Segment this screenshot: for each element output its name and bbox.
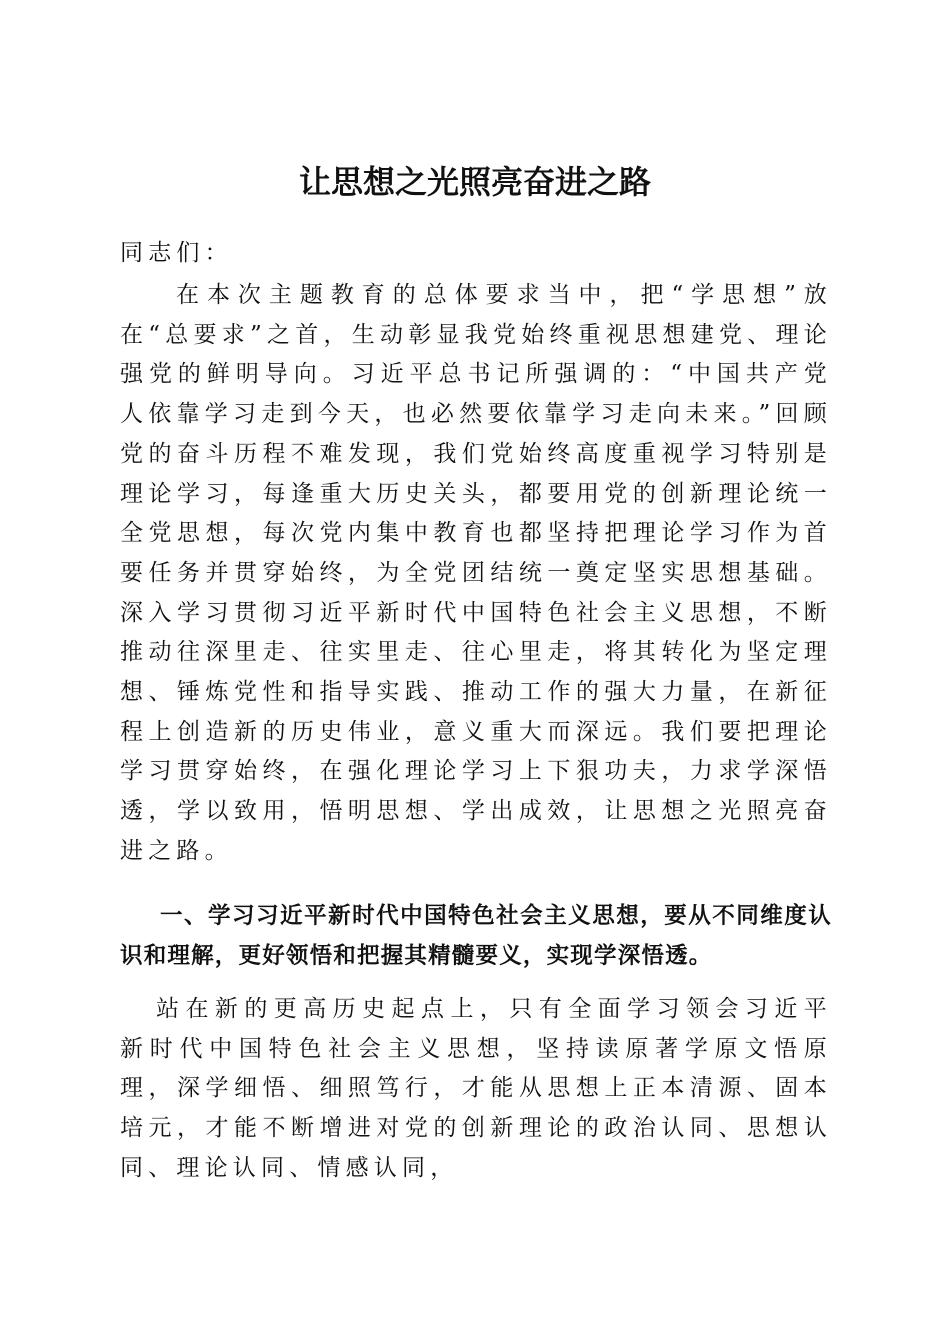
paragraph-intro: 在本次主题教育的总体要求当中，把“学思想”放在“总要求”之首，生动彰显我党始终重视思想建党、理论强党的鲜明导向。习近平总书记所强调的：“中国共产党人依靠学习走到今天，也必然要依靠学习走向未来。”回顾党的奋斗历程不难发现，我们党始终高度重视学习特别是理论学习，每逢重大历史关头，都要用党的创新理论统一全党思想，每次党内集中教育也都坚持把理论学习作为首要任务并贯穿始终，为全党团结统一奠定坚实思想基础。深入学习贯彻习近平新时代中国特色社会主义思想，不断推动往深里走、往实里走、往心里走，将其转化为坚定理想、锤炼党性和指导实践、推动工作的强大力量，在新征程上创造新的历史伟业，意义重大而深远。我们要把理论学习贯穿始终，在强化理论学习上下狠功夫，力求学深悟透，学以致用，悟明思想、学出成效，让思想之光照亮奋进之路。	[120, 282, 832, 864]
salutation: 同志们：	[120, 240, 233, 266]
paragraph-section-1: 站在新的更高历史起点上，只有全面学习领会习近平新时代中国特色社会主义思想，坚持读原著学原文悟原理，深学细悟、细照笃行，才能从思想上正本清源、固本培元，才能不断增进对党的创新理论的政治认同、思想认同、理论认同、情感认同，	[120, 996, 832, 1181]
section-heading-1: 一、学习习近平新时代中国特色社会主义思想，要从不同维度认识和理解，更好领悟和把握其精髓要义，实现学深悟透。	[120, 903, 832, 969]
document-title: 让思想之光照亮奋进之路	[298, 163, 651, 202]
